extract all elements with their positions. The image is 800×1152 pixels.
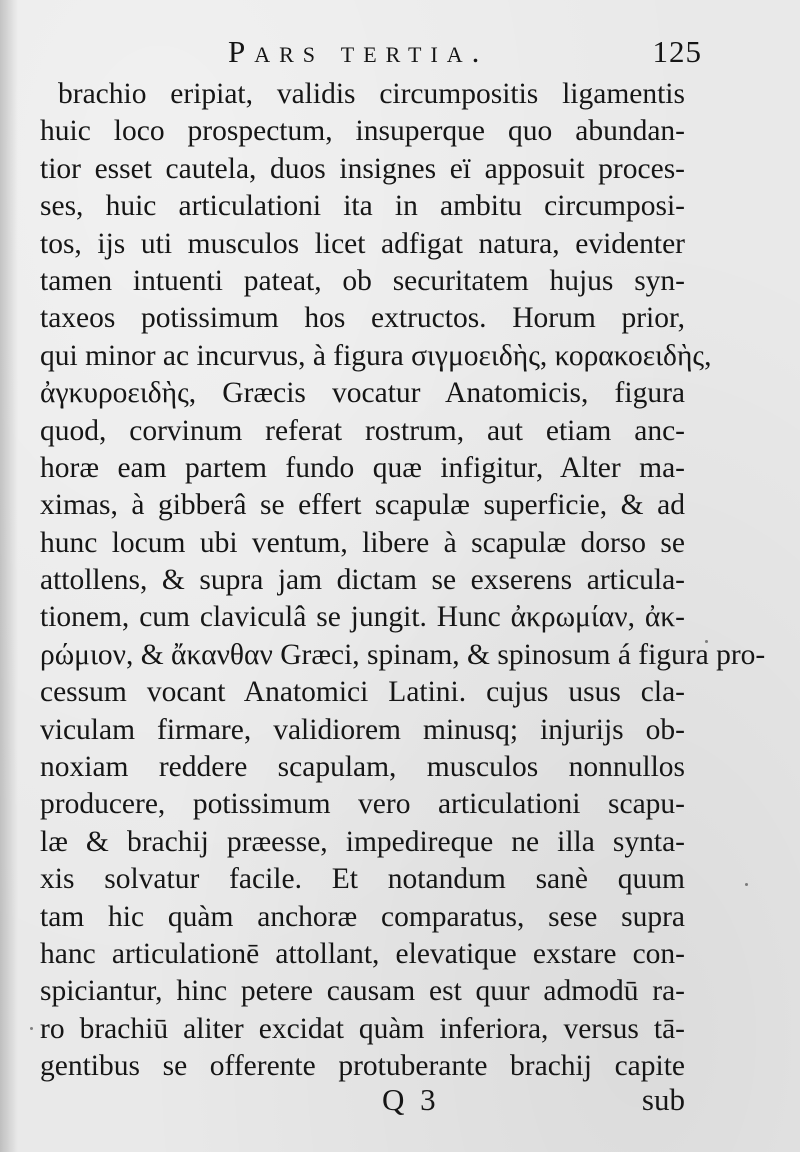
text-line: attollens, & supra jam dictam se exserens articula- xyxy=(40,564,685,597)
text-line: taxeos potissimum hos extructos. Horum prior, xyxy=(40,302,685,335)
text-line: hanc articulationē attollant, elevatique exstare con- xyxy=(40,937,685,970)
catchword: sub xyxy=(641,1082,685,1117)
text-line: huic loco prospectum, insuperque quo abundan- xyxy=(40,115,685,148)
text-line: læ & brachij præesse, impedireque ne illa synta- xyxy=(40,825,685,858)
text-line: tamen intuenti pateat, ob securitatem hujus syn- xyxy=(40,264,685,297)
text-line: brachio eripiat, validis circumpositis ligamentis xyxy=(58,78,685,110)
body-text xyxy=(40,76,766,1086)
ink-speck xyxy=(745,883,748,886)
text-line: ἀγκυροειδὴς, Græcis vocatur Anatomicis, figura xyxy=(40,377,685,410)
text-line: xis solvatur facile. Et notandum sanè quum xyxy=(40,863,685,896)
text-line: qui minor ac incurvus, à figura σιγμοειδὴς, κορακοειδὴς, xyxy=(40,339,712,372)
ink-speck xyxy=(30,1027,33,1030)
running-title: Pars tertia. xyxy=(228,34,489,69)
running-head xyxy=(0,30,800,70)
text-line: spiciantur, hinc petere causam est quur admodū ra- xyxy=(40,975,685,1008)
text-line: hunc locum ubi ventum, libere à scapulæ dorso se xyxy=(40,526,685,559)
page-number: 125 xyxy=(652,34,702,69)
text-line: gentibus se offerente protuberante brachij capite xyxy=(40,1050,685,1083)
text-line: ses, huic articulationi ita in ambitu circumposi- xyxy=(40,190,685,223)
page-footer xyxy=(0,1078,800,1128)
text-line: quod, corvinum referat rostrum, aut etiam anc- xyxy=(40,414,685,447)
text-line: cessum vocant Anatomici Latini. cujus usus cla- xyxy=(40,676,685,709)
text-line: viculam firmare, validiorem minusq; injurijs ob- xyxy=(40,713,685,746)
text-line: tionem, cum claviculâ se jungit. Hunc ἀκρωμίαν, ἀκ- xyxy=(40,601,685,634)
text-line: ρώμιον, & ἄκανθαν Græci, spinam, & spinosum á figura pro- xyxy=(40,638,766,671)
text-line: ximas, à gibberâ se effert scapulæ superficie, & ad xyxy=(40,489,685,522)
text-line: producere, potissimum vero articulationi scapu- xyxy=(40,788,685,821)
text-line: noxiam reddere scapulam, musculos nonnullos xyxy=(40,751,685,784)
text-line: tam hic quàm anchoræ comparatus, sese supra xyxy=(40,900,685,933)
text-line: horæ eam partem fundo quæ infigitur, Alter ma- xyxy=(40,451,685,484)
ink-speck xyxy=(705,640,708,643)
text-line: ro brachiū aliter excidat quàm inferiora, versus tā- xyxy=(40,1012,685,1045)
text-line: tos, ijs uti musculos licet adfigat natura, evidenter xyxy=(40,227,685,260)
text-line: tior esset cautela, duos insignes eï apposuit proces- xyxy=(40,152,685,185)
signature-mark: Q 3 xyxy=(382,1082,440,1117)
